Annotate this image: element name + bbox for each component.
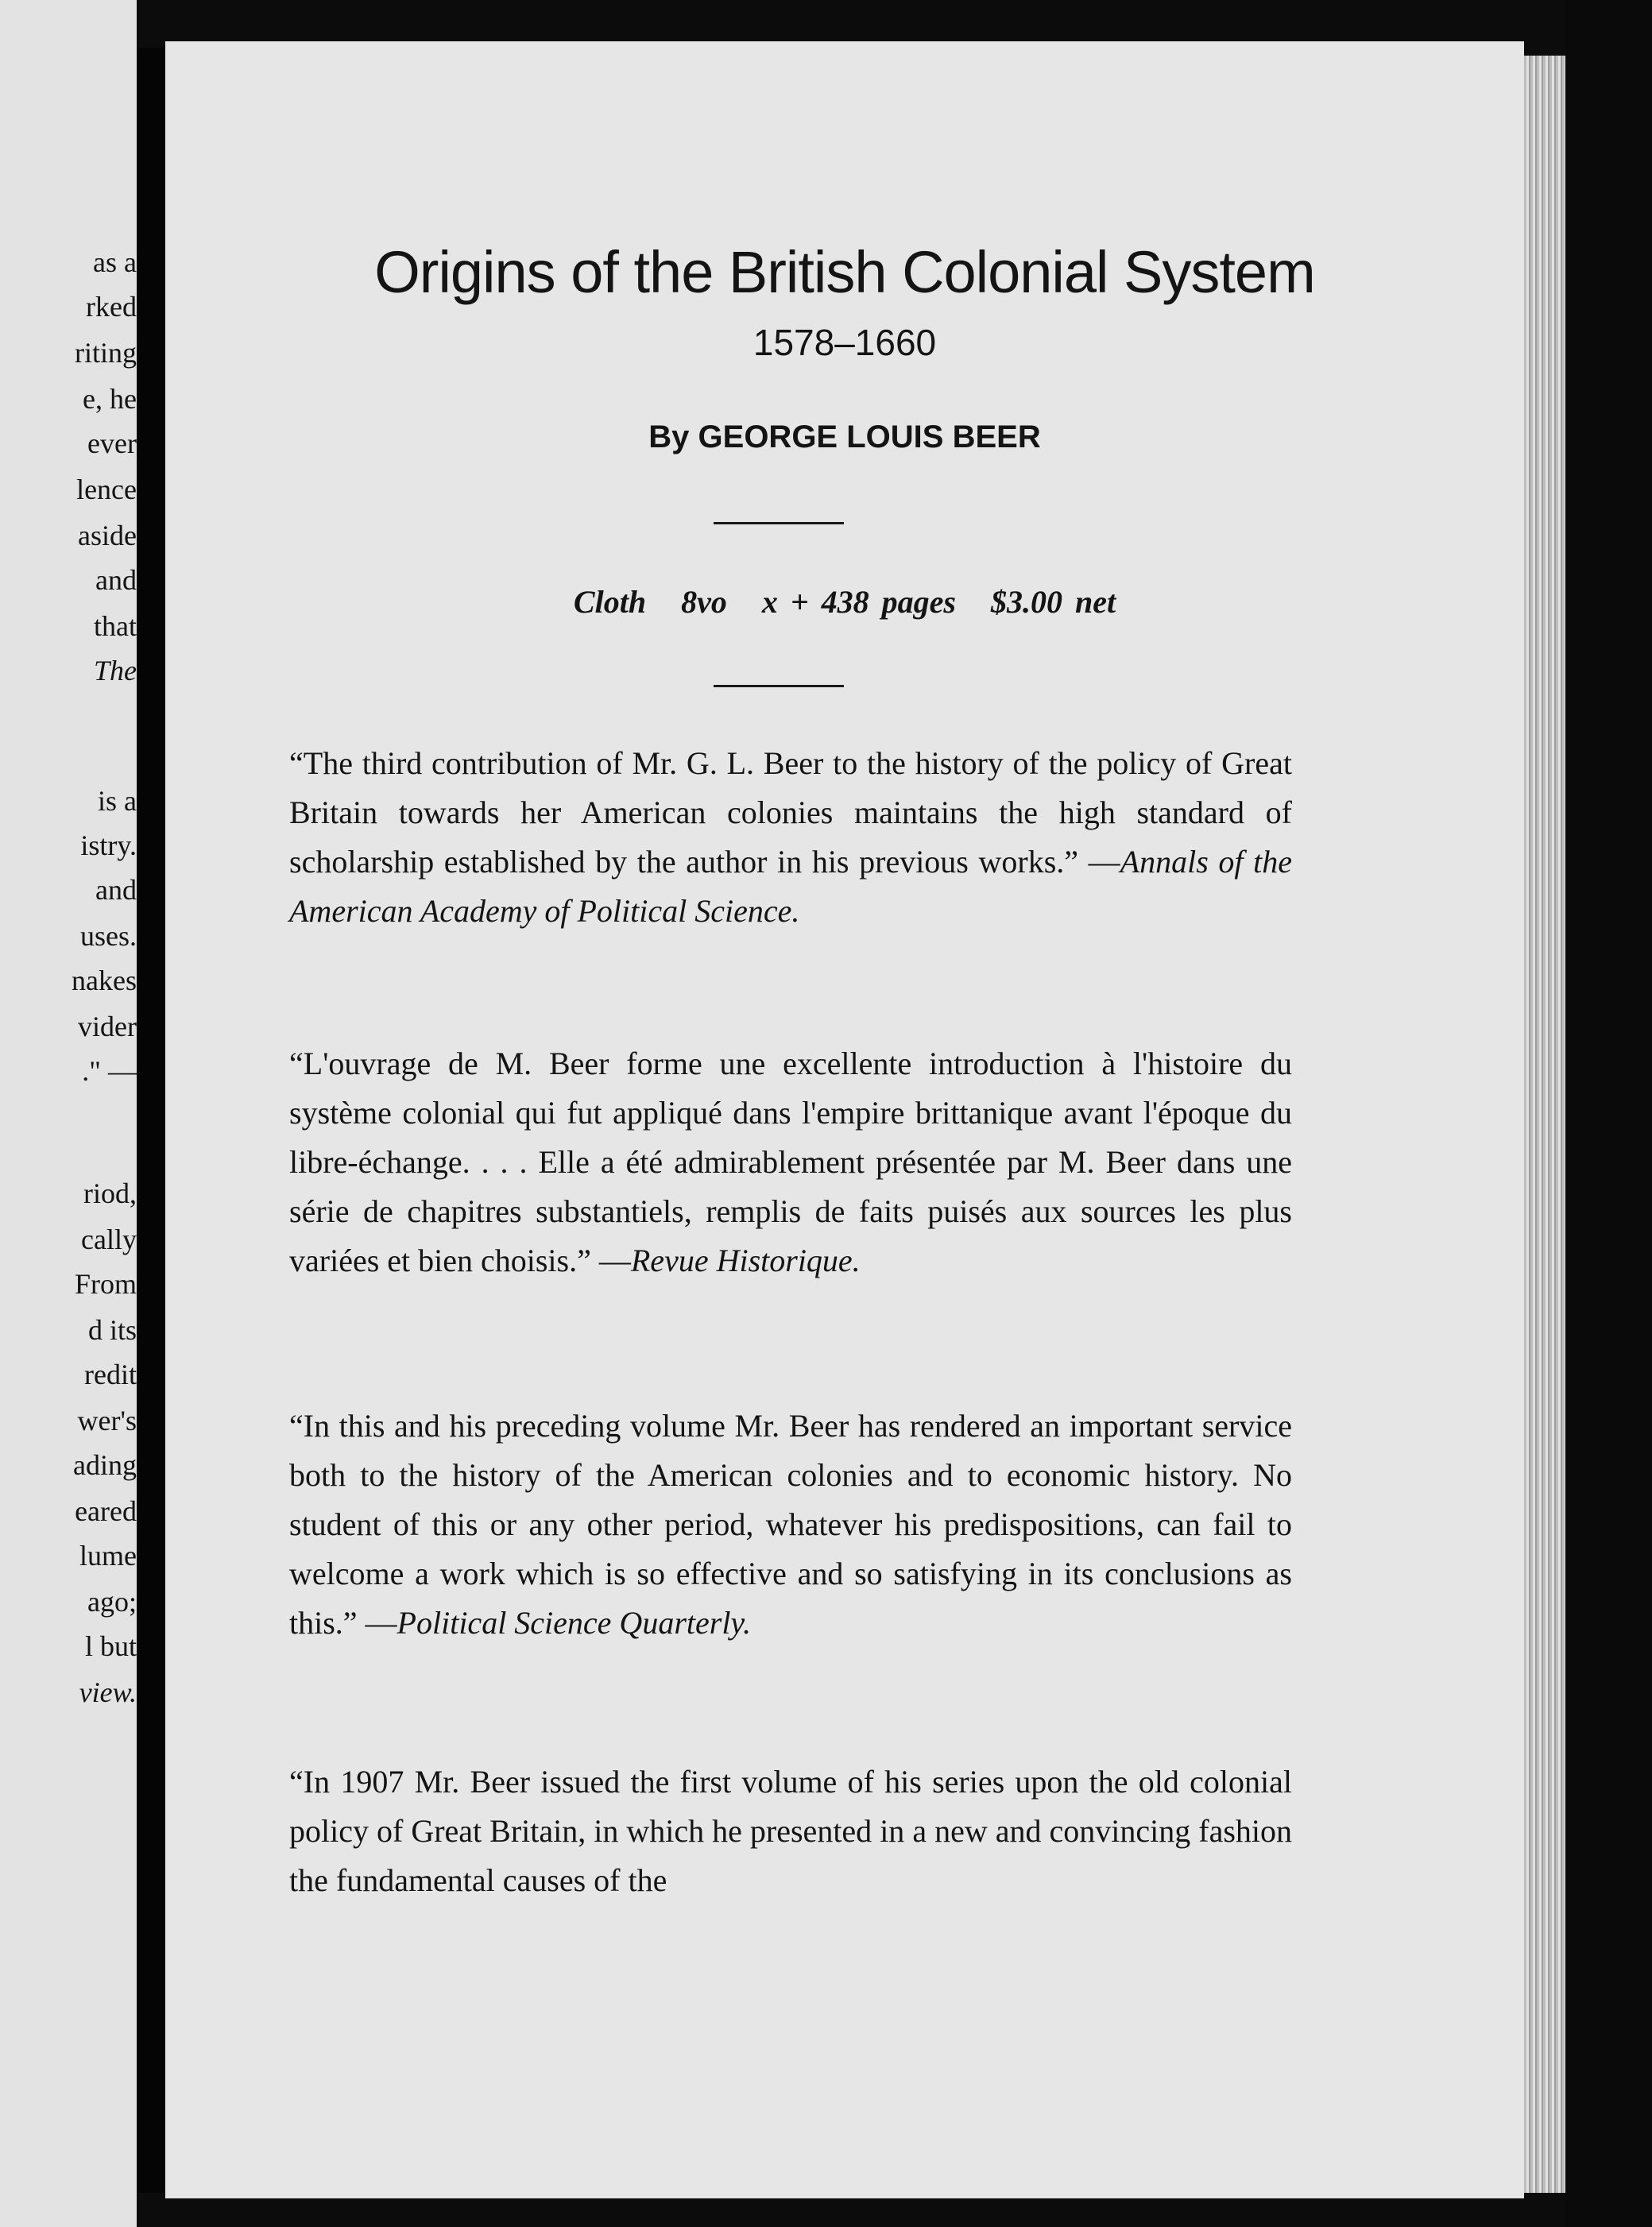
divider [714,522,844,524]
review-text: “The third contribution of Mr. G. L. Beer to the history of the policy of Great Britain towards her American colonies maintains the high standard of scholarship established by the author in his previous works.” — [289,745,1292,880]
price: $3.00 net [990,584,1116,620]
page-count: x + 438 pages [761,584,956,620]
book-details [165,583,1524,621]
facing-page-line: e, he [83,383,137,415]
facing-page-line: that [94,610,137,642]
review-text: “L'ouvrage de M. Beer forme une excellente introduction à l'histoire du système colonial qui fut appliqué dans l'empire brittanique avant l'époque du libre-échange. . . . Elle a été admirablement présentée par M. Beer dans une série de chapitres substantiels, remplis de faits puisés aux sources les plus variées et bien choisis.” — [289,1046,1292,1278]
facing-page [0,0,137,2227]
facing-page-line: ago; [87,1586,137,1618]
background [1565,0,1652,2227]
facing-page-line: lume [79,1540,137,1572]
facing-page-line: ever [87,427,137,459]
book-gutter [137,48,165,2193]
facing-page-line: aside [78,520,137,551]
facing-page-line: and [95,564,137,596]
facing-page-line: istry. [80,829,137,861]
review-quote [289,739,1292,936]
facing-page-line: d its [87,1314,137,1346]
facing-page-line: vider [78,1011,137,1042]
facing-page-line: view. [79,1676,137,1708]
review-text: “In 1907 Mr. Beer issued the first volume of his series upon the old colonial policy of Great Britain, in which he presented in a new and convincing fashion the fundamental causes of the [289,1764,1292,1898]
binding: Cloth [573,584,647,620]
divider [714,685,844,687]
facing-page-line: ading [73,1449,137,1481]
book-title: Origins of the British Colonial System [374,239,1315,305]
facing-page-line: riting [75,337,137,369]
facing-page-line: wer's [77,1405,137,1436]
facing-page-line: cally [81,1224,137,1255]
review-source: Revue Historique. [630,1243,861,1278]
review-quote [289,1757,1292,1905]
facing-page-line: redit [84,1359,137,1390]
facing-page-line: rked [86,291,137,323]
review-source: Annals of the American Academy of Political Science. [289,844,1292,929]
facing-page-line: l but [84,1630,137,1662]
facing-page-line: and [95,874,137,906]
facing-page-line: as a [93,246,137,278]
facing-page-line: uses. [80,920,137,952]
format: 8vo [681,584,727,620]
facing-page-line: is a [98,785,137,817]
facing-page-line: riod, [83,1177,137,1209]
facing-page-line: ." — [82,1055,137,1087]
review-text: “In this and his preceding volume Mr. Beer has rendered an important service both to the history of the American colonies and to economic history. No student of this or any other period, whatever his predispositions, can fail to welcome a work which is so effective and so satisfying in its conclusions as this.” — [289,1408,1292,1641]
book-years: 1578–1660 [752,322,937,363]
facing-page-line: nakes [72,965,137,996]
review-quote [289,1039,1292,1286]
facing-page-line: From [74,1268,137,1300]
page-edge [1524,56,1565,2193]
facing-page-line: The [94,655,137,686]
facing-page-line: lence [76,474,137,505]
review-quote [289,1402,1292,1648]
facing-page-line: eared [75,1495,137,1527]
review-source: Political Science Quarterly. [397,1605,751,1641]
author-byline: By GEORGE LOUIS BEER [648,419,1041,454]
